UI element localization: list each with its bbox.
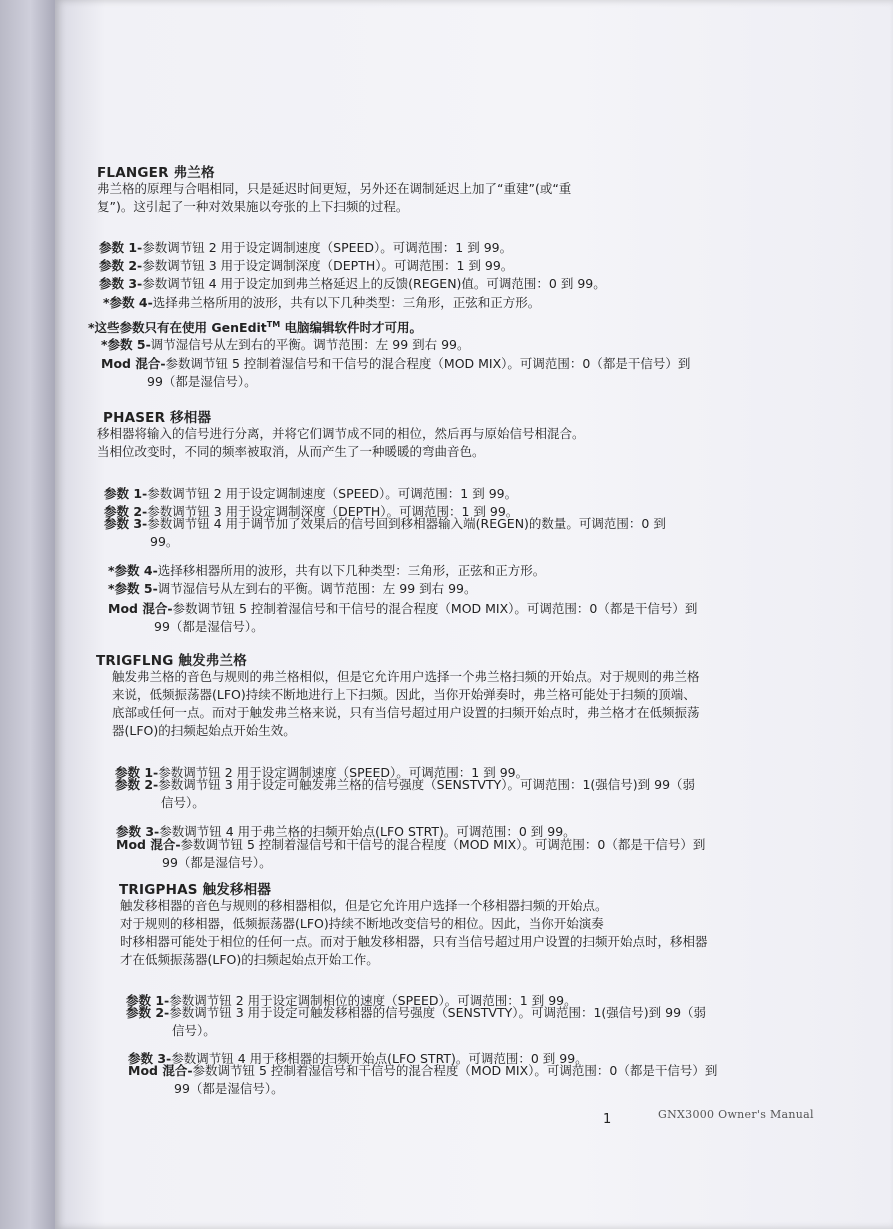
flanger-heading: FLANGER 弗兰格 [97, 165, 215, 181]
trigflng-desc-line-4: 器(LFO)的扫频起始点开始生效。 [112, 723, 296, 738]
trigphas-desc-line-3: 时移相器可能处于相位的任何一点。而对于触发移相器，只有当信号超过用户设置的扫频开始点时，移相器 [120, 934, 708, 949]
trigphas-desc-line-2: 对于规则的移相器，低频振荡器(LFO)持续不断地改变信号的相位。因此，当你开始演奏 [120, 916, 604, 931]
phaser-param-5: *参数 5-调节湿信号从左到右的平衡。调节范围：左 99 到右 99。 [108, 581, 477, 596]
trigflng-param-1: 参数 1-参数调节钮 2 用于设定调制速度（SPEED）。可调范围：1 到 99。 [115, 765, 529, 780]
trigphas-desc-line-4: 才在低频振荡器(LFO)的扫频起始点开始工作。 [120, 952, 379, 967]
trigflng-mod-mix: Mod 混合-参数调节钮 5 控制着湿信号和干信号的混合程度（MOD MIX）。可调范围：0（都是干信号）到 99（都是湿信号）。 [116, 837, 706, 870]
flanger-param-5: *参数 5-调节湿信号从左到右的平衡。调节范围：左 99 到右 99。 [101, 337, 470, 352]
trademark-mark: TM [266, 320, 281, 329]
trigflng-desc-line-1: 触发弗兰格的音色与规则的弗兰格相似，但是它允许用户选择一个弗兰格扫频的开始点。对于规则的弗兰格 [112, 669, 700, 684]
flanger-param-1: 参数 1-参数调节钮 2 用于设定调制速度（SPEED）。可调范围：1 到 99。 [99, 240, 513, 255]
phaser-param-3: 参数 3-参数调节钮 4 用于调节加了效果后的信号回到移相器输入端(REGEN)的数量。可调范围：0 到 99。 [104, 516, 666, 549]
trigphas-mod-mix: Mod 混合-参数调节钮 5 控制着湿信号和干信号的混合程度（MOD MIX）。可调范围：0（都是干信号）到 99（都是湿信号）。 [128, 1063, 718, 1096]
phaser-desc-line-1: 移相器将输入的信号进行分离，并将它们调节成不同的相位，然后再与原始信号相混合。 [97, 426, 585, 441]
genedit-note: *这些参数只有在使用 GenEdit™ 电脑编辑软件时才可用。 [88, 320, 423, 336]
manual-name: GNX3000 Owner's Manual [658, 1108, 814, 1121]
flanger-desc-line-2: 复”)。这引起了一种对效果施以夸张的上下扫频的过程。 [97, 199, 409, 214]
phaser-param-2: 参数 2-参数调节钮 3 用于设定调制深度（DEPTH）。可调范围：1 到 99。 [104, 504, 519, 519]
trigphas-heading: TRIGPHAS 触发移相器 [119, 882, 272, 898]
flanger-param-2: 参数 2-参数调节钮 3 用于设定调制深度（DEPTH）。可调范围：1 到 99。 [99, 258, 514, 273]
trigphas-desc-line-1: 触发移相器的音色与规则的移相器相似，但是它允许用户选择一个移相器扫频的开始点。 [120, 898, 608, 913]
trigflng-description [112, 668, 700, 740]
trigphas-param-2: 参数 2-参数调节钮 3 用于设定可触发移相器的信号强度（SENSTVTY）。可调范围：1(强信号)到 99（弱 信号）。 [126, 1005, 707, 1038]
phaser-mod-mix: Mod 混合-参数调节钮 5 控制着湿信号和干信号的混合程度（MOD MIX）。可调范围：0（都是干信号）到 99（都是湿信号）。 [108, 601, 698, 634]
flanger-param-3: 参数 3-参数调节钮 4 用于设定加到弗兰格延迟上的反馈(REGEN)值。可调范围：0 到 99。 [99, 276, 606, 291]
phaser-heading: PHASER 移相器 [103, 410, 212, 426]
trigphas-param-1: 参数 1-参数调节钮 2 用于设定调制相位的速度（SPEED）。可调范围：1 到 99。 [126, 993, 577, 1008]
flanger-description [97, 180, 571, 216]
flanger-desc-line-1: 弗兰格的原理与合唱相同，只是延迟时间更短，另外还在调制延迟上加了“重建”(或“重 [97, 181, 572, 196]
binding-edge [0, 0, 55, 1229]
trigflng-desc-line-3: 底部或任何一点。而对于触发弗兰格来说，只有当信号超过用户设置的扫频开始点时，弗兰格才在低频振荡 [112, 705, 700, 720]
flanger-mod-mix: Mod 混合-参数调节钮 5 控制着湿信号和干信号的混合程度（MOD MIX）。可调范围：0（都是干信号）到 99（都是湿信号）。 [101, 356, 691, 389]
trigflng-heading: TRIGFLNG 触发弗兰格 [96, 653, 247, 669]
flanger-param-4: *参数 4-选择弗兰格所用的波形，共有以下几种类型：三角形，正弦和正方形。 [103, 295, 541, 310]
trigflng-param-2: 参数 2-参数调节钮 3 用于设定可触发弗兰格的信号强度（SENSTVTY）。可调范围：1(强信号)到 99（弱 信号）。 [115, 777, 696, 810]
phaser-param-1: 参数 1-参数调节钮 2 用于设定调制速度（SPEED）。可调范围：1 到 99。 [104, 486, 518, 501]
page-number: 1 [603, 1112, 612, 1127]
phaser-description [97, 425, 585, 461]
trigflng-desc-line-2: 来说，低频振荡器(LFO)持续不断地进行上下扫频。因此，当你开始弹奏时，弗兰格可能处于扫频的顶端、 [112, 687, 696, 702]
trigphas-description [120, 897, 708, 969]
trigphas-param-3: 参数 3-参数调节钮 4 用于移相器的扫频开始点(LFO STRT)。可调范围：0 到 99。 [128, 1051, 588, 1066]
phaser-desc-line-2: 当相位改变时，不同的频率被取消，从而产生了一种暖暖的弯曲音色。 [97, 444, 485, 459]
phaser-param-4: *参数 4-选择移相器所用的波形，共有以下几种类型：三角形，正弦和正方形。 [108, 563, 546, 578]
trigflng-param-3: 参数 3-参数调节钮 4 用于弗兰格的扫频开始点(LFO STRT)。可调范围：0 到 99。 [116, 824, 576, 839]
